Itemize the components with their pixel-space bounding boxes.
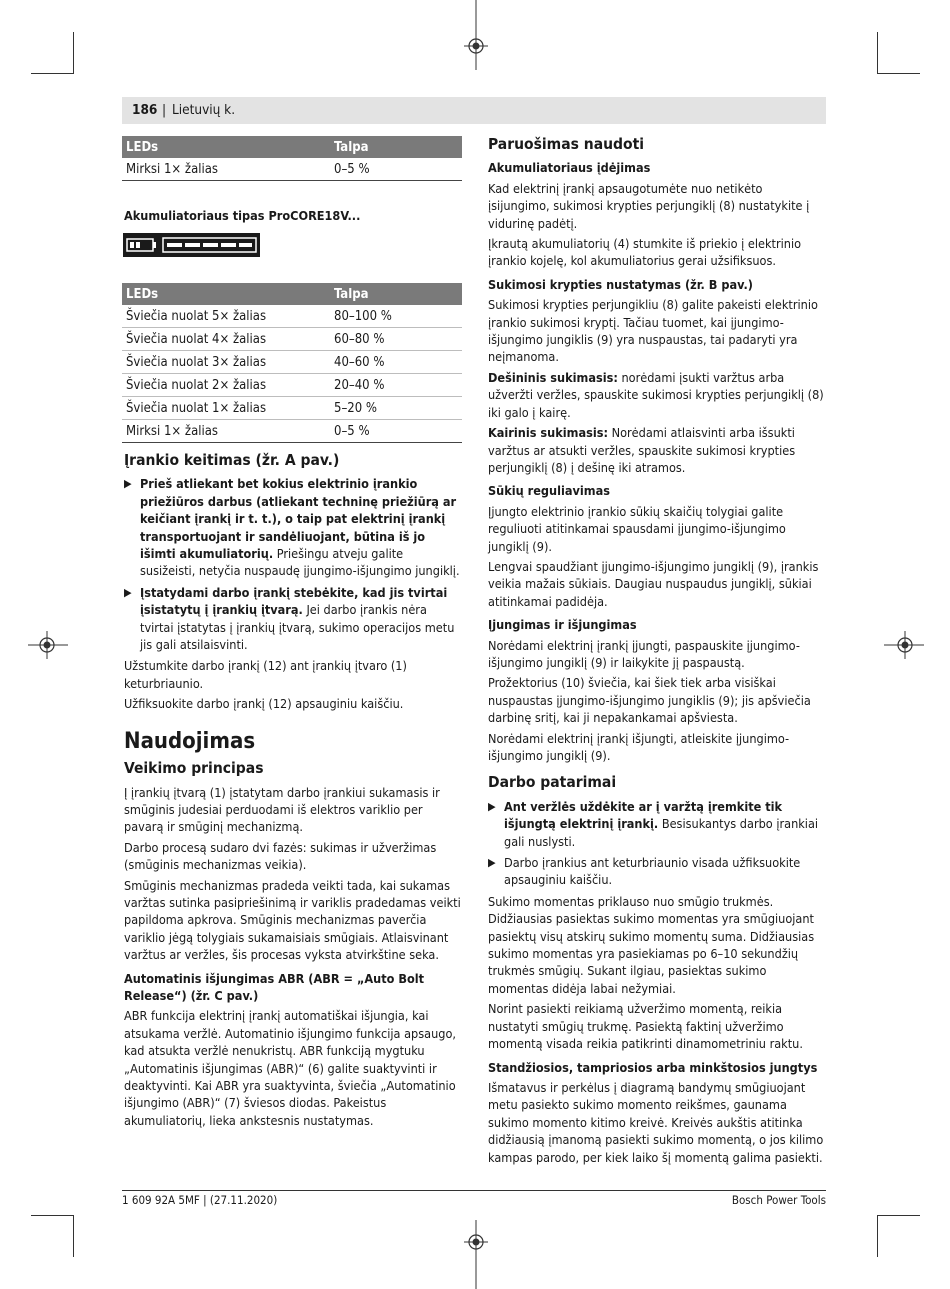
registration-mark-icon <box>884 629 924 661</box>
warning-bullet <box>124 475 462 579</box>
table-cell: Šviečia nuolat 3× žalias <box>122 351 330 374</box>
table-row <box>122 374 462 397</box>
registration-mark-icon <box>460 1220 492 1289</box>
page-number: 186 <box>132 102 158 118</box>
table-cell: Šviečia nuolat 2× žalias <box>122 374 330 397</box>
paragraph: Išmatavus ir perkėlus į diagramą bandymų smūgiuojant metu pasiekto sukimo momento reikšmes, gaunama sukimo momento kitimo kreivė. Kreivės aukštis atitinka didžiausią įmanomą pasiekti sukimo momentą, o jos kilimo kampas parodo, per kiek laiko šį momentą galima pasiekti. <box>488 1079 824 1165</box>
bullet-text: Darbo įrankius ant keturbriaunio visada užfiksuokite apsauginiu kaiščiu. <box>504 855 801 888</box>
paragraph: Užfiksuokite darbo įrankį (12) apsauginiu kaiščiu. <box>124 696 404 712</box>
bold-label: Kairinis sukimasis: <box>488 425 608 441</box>
table-cell: 80–100 % <box>330 305 462 328</box>
col-header-leds: LEDs <box>122 136 330 158</box>
section-title-tips: Darbo patarimai <box>488 773 617 792</box>
led-table-small <box>122 136 462 181</box>
bullet-text: Jei darbo įrankis nėra tvirtai įstatytas į įrankių įtvarą, sukimo operacijos metu jis gali atsilaisvinti. <box>140 602 455 653</box>
paragraph <box>488 369 826 421</box>
header-separator: | <box>162 102 167 118</box>
paragraph: Darbo procesą sudaro dvi fazės: sukimas ir užveržimas (smūginis mechanizmas veikia). <box>124 839 437 873</box>
bullet-arrow-icon: ▶ <box>488 856 496 870</box>
paragraph: Įjungto elektrinio įrankio sūkių skaičių tolygiai galite reguliuoti atitinkamai spausdami įjungimo-išjungimo jungiklį (9). <box>488 503 786 554</box>
table-cell: Mirksi 1× žalias <box>122 420 330 443</box>
table-cell: Šviečia nuolat 1× žalias <box>122 397 330 420</box>
paragraph: Norint pasiekti reikiamą užveržimo momentą, reikia nustatyti smūgių trukmę. Pasiektą faktinį užveržimo momentą visada reikia patikrinti dinamometriniu raktu. <box>488 1001 803 1052</box>
table-cell: 40–60 % <box>330 351 462 374</box>
col-header-capacity: Talpa <box>330 136 462 158</box>
subsection-title-direction: Sukimosi krypties nustatymas (žr. B pav.) <box>488 276 753 292</box>
table-header-row <box>122 136 462 158</box>
left-column <box>124 452 462 1132</box>
paragraph: Norėdami elektrinį įrankį išjungti, atleiskite įjungimo-išjungimo jungiklį (9). <box>488 730 790 763</box>
crop-mark <box>73 32 74 74</box>
warning-bullet <box>488 798 826 850</box>
crop-mark <box>31 73 73 74</box>
bullet-arrow-icon: ▶ <box>124 585 132 599</box>
header-language: Lietuvių k. <box>172 102 236 118</box>
table-cell: 60–80 % <box>330 328 462 351</box>
paragraph: Įkrautą akumuliatorių (4) stumkite iš priekio į elektrinio įrankio kojelę, kol akumuliatorius gerai užsifiksuos. <box>488 236 802 269</box>
bullet-arrow-icon: ▶ <box>488 799 496 813</box>
table-cell: 0–5 % <box>330 420 462 443</box>
paragraph: Sukimo momentas priklauso nuo smūgio trukmės. Didžiausias pasiektas sukimo momentas yra smūgiuojant pasiektų visų atskirų sukimo momentų suma. Didžiausias sukimo momentas yra pasiekiamas po 6–10 sekundžių trukmės smūgių. Sukant ilgiau, pasiektas sukimo momentas didėja labai nežymiai. <box>488 893 815 996</box>
subsection-title-speed: Sūkių reguliavimas <box>488 483 610 499</box>
crop-mark <box>31 1215 73 1216</box>
paragraph-text: Norėdami atlaisvinti arba išsukti varžtus ar atsukti veržles, spauskite sukimosi krypties perjungiklį (8) į dešinę iki atramos. <box>488 425 796 475</box>
subsection-title-battery-insert: Akumuliatoriaus įdėjimas <box>488 160 651 176</box>
info-bullet <box>488 854 826 889</box>
paragraph: Sukimosi krypties perjungikliu (8) galite pakeisti elektrinio įrankio sukimosi kryptį. Tačiau tuomet, kai įjungimo-išjungimo jungiklis (9) yra nuspaustas, tai padaryti yra neįmanoma. <box>488 297 818 365</box>
bullet-bold-text: Ant veržlės uždėkite ar į varžtą įremkite tik išjungtą elektrinį įrankį. <box>504 798 783 832</box>
bullet-text: Besisukantys darbo įrankiai gali nuslysti. <box>504 816 819 849</box>
table-cell: Šviečia nuolat 4× žalias <box>122 328 330 351</box>
battery-gauge-icon <box>123 233 260 257</box>
table-cell: Šviečia nuolat 5× žalias <box>122 305 330 328</box>
paragraph: Užstumkite darbo įrankį (12) ant įrankių įtvaro (1) keturbriaunio. <box>124 658 407 691</box>
section-title-usage: Naudojimas <box>124 728 256 754</box>
crop-mark <box>877 1215 878 1257</box>
page-header <box>122 97 826 124</box>
battery-type-label: Akumuliatoriaus tipas ProCORE18V... <box>124 208 361 223</box>
table-row <box>122 397 462 420</box>
bullet-bold-text: Įstatydami darbo įrankį stebėkite, kad jis tvirtai įsistatytų į įrankių įtvarą. <box>140 584 448 618</box>
table-cell: 20–40 % <box>330 374 462 397</box>
paragraph: Lengvai spaudžiant įjungimo-išjungimo jungiklį (9), įrankis veikia mažais sūkiais. Daugiau nuspaudus jungiklį, sūkiai atitinkamai padidėja. <box>488 558 819 609</box>
right-column <box>488 136 826 1169</box>
bullet-bold-text: Prieš atliekant bet kokius elektrinio įrankio priežiūros darbus (atliekant techninę priežiūrą ar keičiant įrankį ir t. t.), o taip pat elektrinį įrankį transportuojant ir sandėliuojant, būtina iš jo išimti akumuliatorių. <box>140 476 457 562</box>
bullet-text: Priešingu atveju galite susižeisti, netyčia nuspaudę įjungimo-išjungimo jungiklį. <box>140 546 460 579</box>
table-cell: 5–20 % <box>330 397 462 420</box>
paragraph-text: norėdami įsukti varžtus arba užveržti veržles, spauskite sukimosi krypties perjungiklį (8) iki galo į kairę. <box>488 369 824 420</box>
footer-brand: Bosch Power Tools <box>731 1193 826 1207</box>
section-title-preparation: Paruošimas naudoti <box>488 135 645 153</box>
registration-mark-icon <box>460 0 492 70</box>
crop-mark <box>878 73 920 74</box>
table-cell: Mirksi 1× žalias <box>122 158 330 181</box>
subsection-title-principle: Veikimo principas <box>124 759 264 778</box>
paragraph: ABR funkcija elektrinį įrankį automatiškai išjungia, kai atsukama veržlė. Automatinio išjungimo funkcija apsaugo, kad atsukta veržlė nenukristų. ABR funkciją mygtuku „Automatinis išjungimas (ABR)“ (6) galite suaktyvinti ir deaktyvinti. Kai ABR yra suaktyvinta, šviečia „Automatinio išjungimo (ABR)“ (7) šviesos diodas. Pakeistus akumuliatorių, lieka ankstesnis nustatymas. <box>124 1008 456 1128</box>
bullet-arrow-icon: ▶ <box>124 477 132 491</box>
footer-document-code: 1 609 92A 5MF | (27.11.2020) <box>122 1193 278 1207</box>
table-row <box>122 420 462 443</box>
warning-bullet <box>124 584 462 654</box>
crop-mark <box>878 1215 920 1216</box>
table-row <box>122 351 462 374</box>
paragraph: Kad elektrinį įrankį apsaugotumėte nuo netikėto įsijungimo, sukimosi krypties perjungiklį (8) nustatykite į vidurinę padėtį. <box>488 180 810 231</box>
paragraph: Norėdami elektrinį įrankį įjungti, paspauskite įjungimo-išjungimo jungiklį (9) ir laikykite jį paspaustą. <box>488 637 800 670</box>
table-header-row <box>122 283 462 305</box>
subsection-title-abr: Automatinis išjungimas ABR (ABR = „Auto Bolt Release“) (žr. C pav.) <box>124 970 425 1003</box>
paragraph <box>488 424 826 476</box>
bold-label: Dešininis sukimasis: <box>488 369 618 385</box>
paragraph: Prožektorius (10) šviečia, kai šiek tiek arba visiškai nuspaustas įjungimo-išjungimo jungiklis (9); jis apšviečia darbinę sritį, kai ji nepakankamai apšviesta. <box>488 675 811 726</box>
led-table-large <box>122 283 462 443</box>
crop-mark <box>73 1215 74 1257</box>
subsection-title-on-off: Įjungimas ir išjungimas <box>488 617 637 633</box>
crop-mark <box>877 32 878 74</box>
col-header-capacity: Talpa <box>330 283 462 305</box>
registration-mark-icon <box>28 629 68 661</box>
table-cell: 0–5 % <box>330 158 462 181</box>
paragraph: Į įrankių įtvarą (1) įstatytam darbo įrankiui sukamasis ir smūginis judesiai perduodami iš elektros variklio per pavarą ir smūginį mechanizmą. <box>124 784 440 835</box>
page-footer <box>122 1190 826 1207</box>
paragraph: Smūginis mechanizmas pradeda veikti tada, kai sukamas varžtas sutinka pasipriešinimą ir variklis pradedamas veikti papildoma apkrova. Smūginis mechanizmas paverčia variklio jėgą tolygiais sukamaisiais smūgiais. Atlaisvinant varžtus ar veržles, šis procesas vyksta atvirkštine seka. <box>124 877 461 963</box>
subsection-title-joints: Standžiosios, tampriosios arba minkštosios jungtys <box>488 1059 818 1075</box>
table-row <box>122 305 462 328</box>
section-title-tool-change: Įrankio keitimas (žr. A pav.) <box>124 451 340 469</box>
table-row <box>122 158 462 181</box>
col-header-leds: LEDs <box>122 283 330 305</box>
table-row <box>122 328 462 351</box>
